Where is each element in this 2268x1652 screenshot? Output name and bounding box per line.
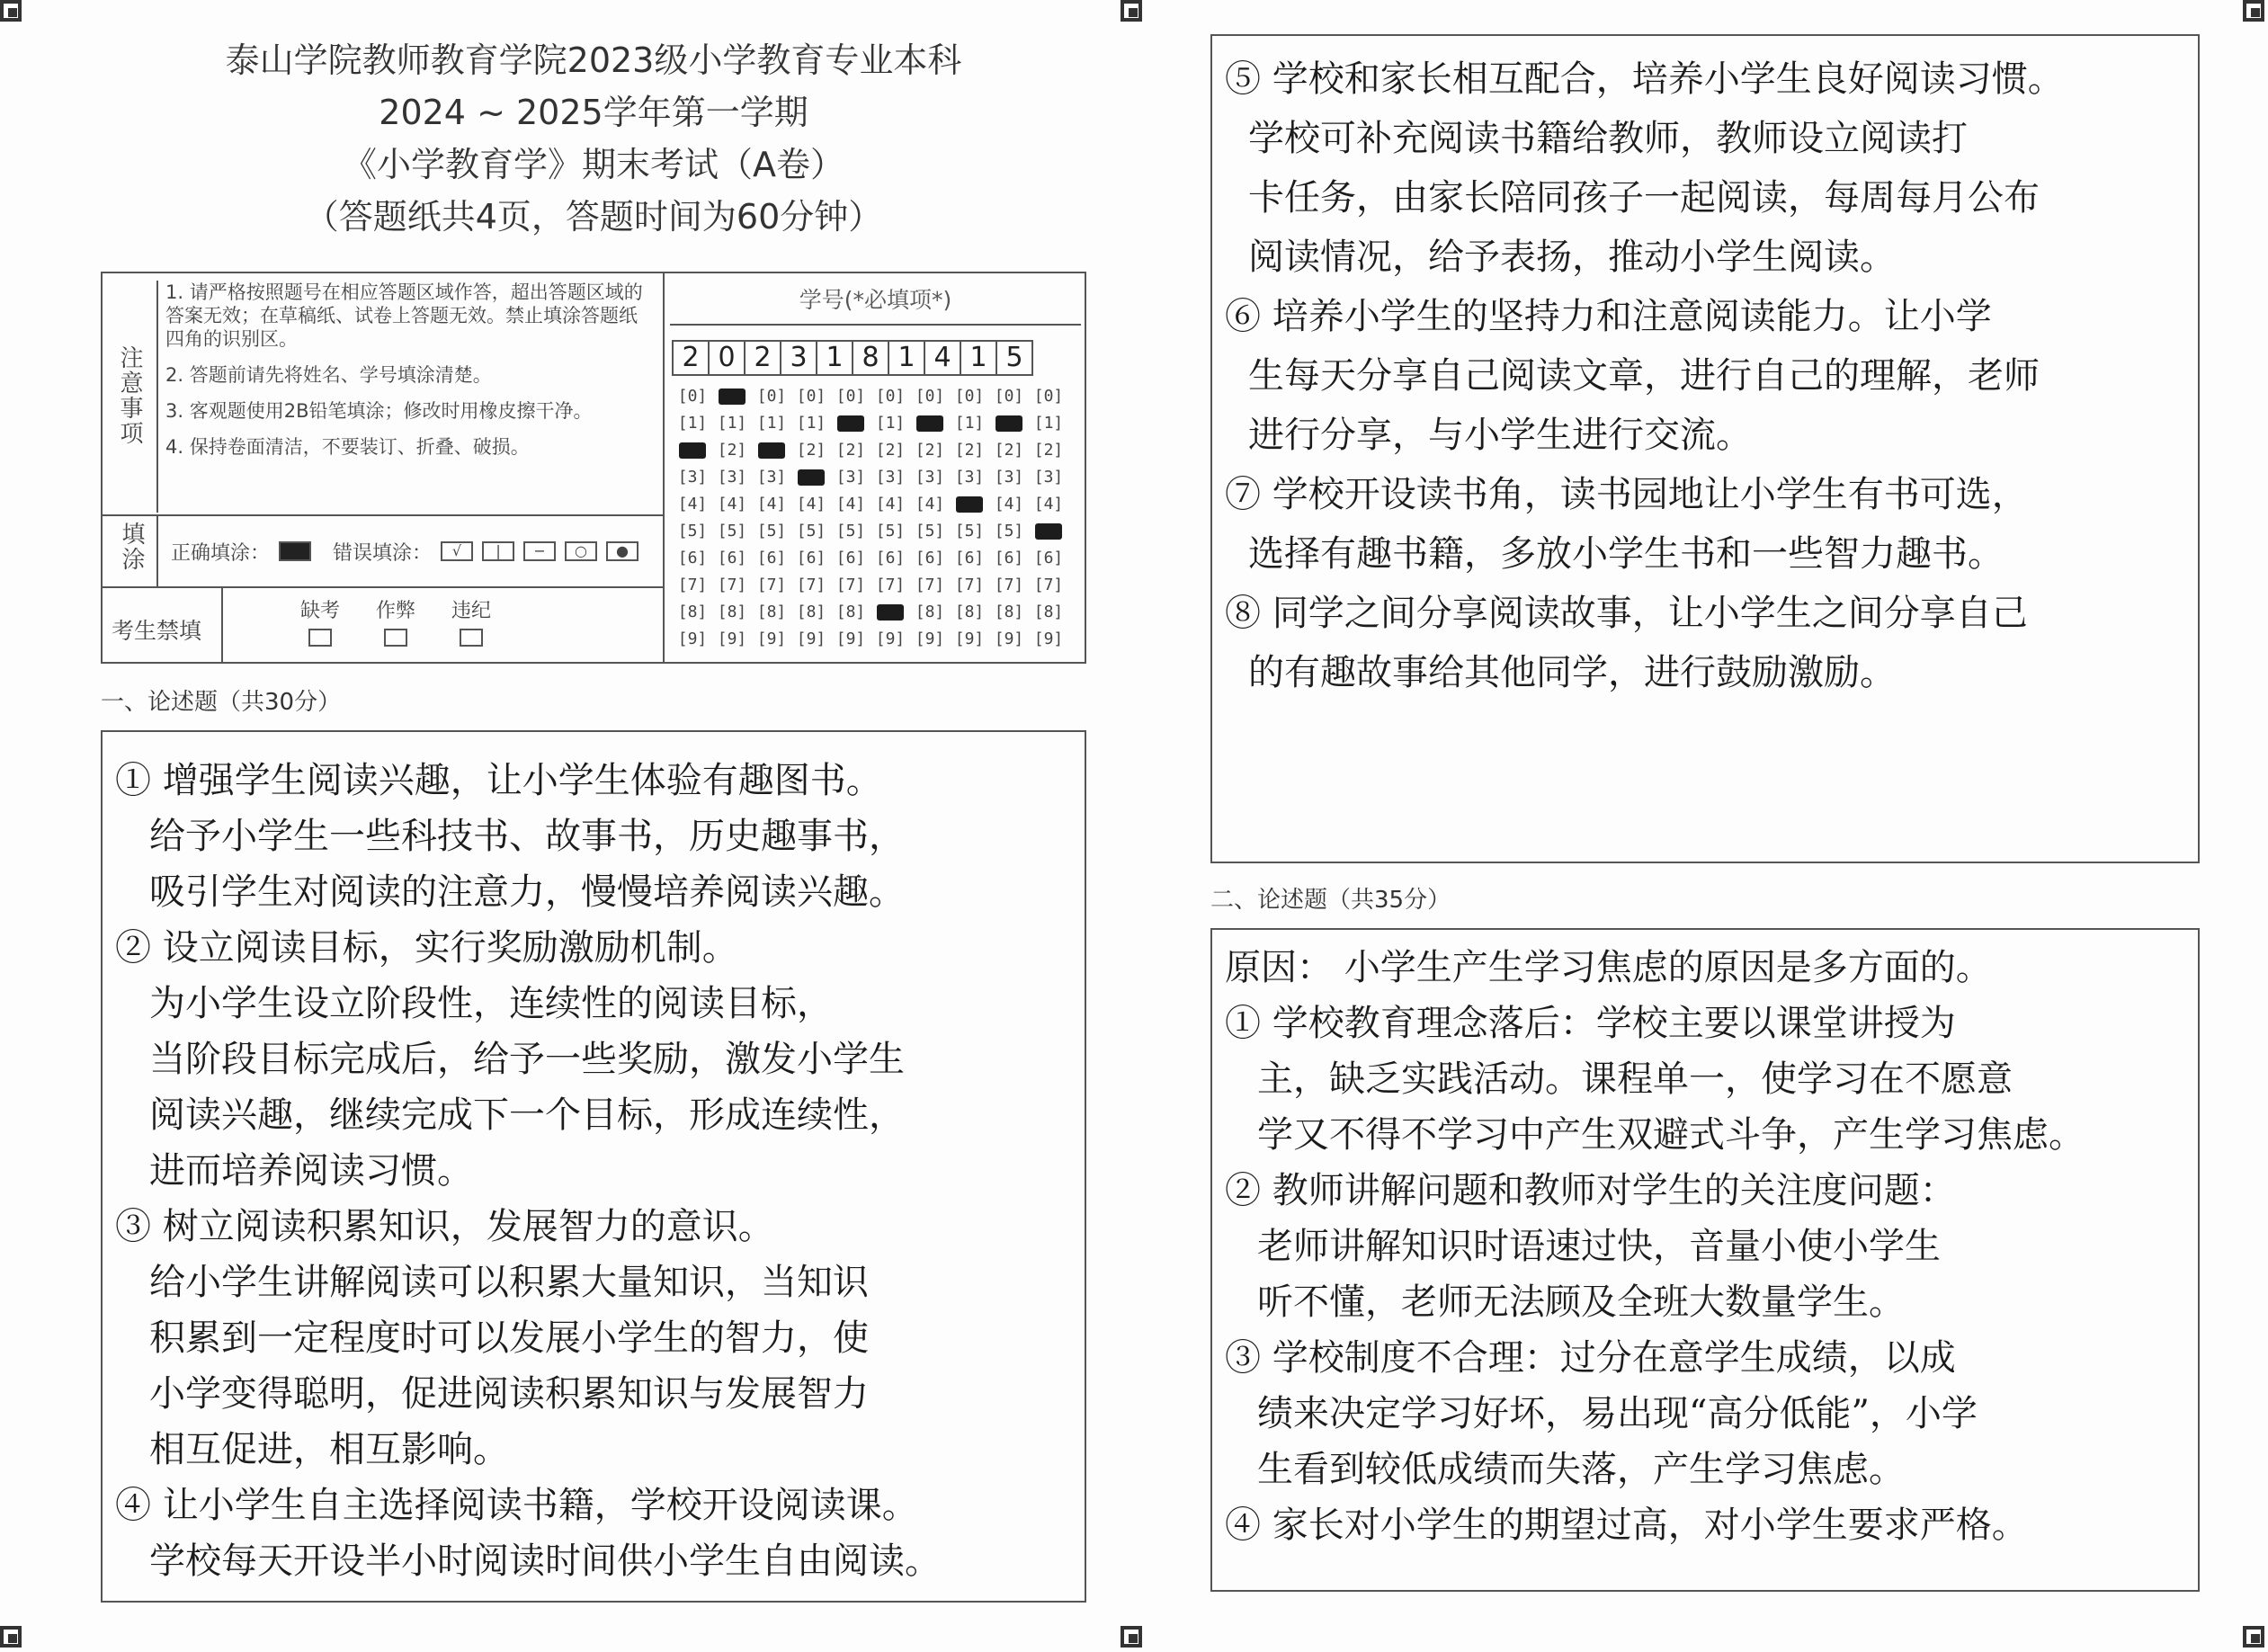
bubble[interactable]: [5]: [796, 522, 826, 540]
bubble[interactable]: [1]: [954, 414, 985, 433]
absent-label: 缺考: [300, 600, 341, 622]
handwritten-line: 阅读情况，给予表扬，推动小学生阅读。: [1248, 237, 1896, 278]
handwritten-line: ③ 树立阅读积累知识，发展智力的意识。: [115, 1206, 774, 1247]
bubble[interactable]: [9]: [994, 630, 1024, 648]
fill-examples: [156, 516, 638, 586]
bubble[interactable]: [3]: [1033, 468, 1064, 487]
filled-bubble[interactable]: [674, 437, 711, 464]
bubble[interactable]: [4]: [717, 495, 747, 513]
bubble[interactable]: [8]: [796, 603, 826, 621]
filled-bubble[interactable]: [951, 491, 988, 518]
bubble[interactable]: [6]: [915, 549, 945, 567]
cheating-checkbox[interactable]: [384, 629, 407, 647]
bubble[interactable]: [6]: [954, 549, 985, 567]
bubble[interactable]: [2]: [994, 441, 1024, 460]
bubble[interactable]: [4]: [1033, 495, 1064, 513]
bubble[interactable]: [2]: [875, 441, 906, 460]
bubble[interactable]: [3]: [875, 468, 906, 487]
info-table: [101, 272, 1086, 664]
bubble[interactable]: [7]: [835, 576, 866, 594]
cheating-label: 作弊: [376, 600, 416, 622]
bubble[interactable]: [9]: [915, 630, 945, 648]
wrong-fill-sample: ○: [565, 541, 597, 561]
divider: [221, 588, 223, 664]
handwritten-line: 学又不得不学习中产生双避式斗争，产生学习焦虑。: [1257, 1114, 2085, 1156]
section-2-answer-area: [1210, 928, 2200, 1592]
violation-option: [451, 595, 491, 647]
bubble[interactable]: [7]: [954, 576, 985, 594]
bubble[interactable]: [1]: [875, 414, 906, 433]
bubble[interactable]: [7]: [915, 576, 945, 594]
handwritten-line: ② 设立阅读目标，实行奖励激励机制。: [115, 927, 738, 969]
bubble-column: [713, 383, 751, 653]
bubble[interactable]: [4]: [756, 495, 787, 513]
student-id-digit: 4: [924, 340, 961, 376]
student-id-digit: 2: [672, 340, 710, 376]
bubble[interactable]: [5]: [915, 522, 945, 540]
header-line-1: 泰山学院教师教育学院2023级小学教育专业本科: [225, 40, 962, 80]
student-id-digit: 8: [852, 340, 889, 376]
violation-checkbox[interactable]: [460, 629, 483, 647]
bubble[interactable]: [9]: [1033, 630, 1064, 648]
bubble[interactable]: [0]: [835, 387, 866, 406]
bubble[interactable]: [4]: [796, 495, 826, 513]
bubble[interactable]: [3]: [835, 468, 866, 487]
handwritten-line: ⑧ 同学之间分享阅读故事，让小学生之间分享自己: [1225, 593, 2028, 634]
bubble[interactable]: [3]: [677, 468, 708, 487]
bubble[interactable]: [7]: [875, 576, 906, 594]
student-id-digit: 3: [780, 340, 817, 376]
handwritten-line: 吸引学生对阅读的注意力，慢慢培养阅读兴趣。: [149, 871, 905, 913]
handwritten-line: 进而培养阅读习惯。: [149, 1150, 473, 1192]
bubble[interactable]: [4]: [677, 495, 708, 513]
bubble[interactable]: [6]: [994, 549, 1024, 567]
bubble[interactable]: [0]: [677, 387, 708, 406]
bubble[interactable]: [0]: [954, 387, 985, 406]
handwritten-line: 绩来决定学习好坏，易出现“高分低能”，小学: [1257, 1393, 1978, 1434]
handwritten-line: ① 学校教育理念落后：学校主要以课堂讲授为: [1225, 1003, 1956, 1044]
absent-option: [300, 595, 340, 647]
bubble[interactable]: [1]: [796, 414, 826, 433]
bubble-column: [871, 383, 909, 653]
bubble[interactable]: [9]: [756, 630, 787, 648]
bubble[interactable]: [6]: [717, 549, 747, 567]
bubble[interactable]: [8]: [677, 603, 708, 621]
bubble[interactable]: [1]: [717, 414, 747, 433]
wrong-fill-sample: ●: [606, 541, 638, 561]
handwritten-line: ④ 让小学生自主选择阅读书籍，学校开设阅读课。: [115, 1485, 918, 1526]
filled-bubble[interactable]: [871, 599, 909, 626]
handwritten-line: 小学变得聪明，促进阅读积累知识与发展智力: [149, 1373, 869, 1415]
cheating-option: [376, 595, 415, 647]
bubble[interactable]: [6]: [1033, 549, 1064, 567]
student-id-digit: 5: [996, 340, 1033, 376]
handwritten-line: 生每天分享自己阅读文章，进行自己的理解，老师: [1248, 355, 2040, 397]
correct-fill-label: 正确填涂：: [171, 541, 271, 565]
bubble[interactable]: [1]: [677, 414, 708, 433]
handwritten-line: 生看到较低成绩而失落，产生学习焦虑。: [1257, 1449, 1905, 1490]
answer-sheet-page-right: [1142, 0, 2268, 1652]
bubble[interactable]: [0]: [915, 387, 945, 406]
wrong-fill-label: 错误填涂：: [333, 541, 433, 565]
bubble[interactable]: [2]: [796, 441, 826, 460]
handwritten-line: ① 增强学生阅读兴趣，让小学生体验有趣图书。: [115, 760, 882, 801]
bubble[interactable]: [2]: [954, 441, 985, 460]
absent-checkbox[interactable]: [308, 629, 332, 647]
handwritten-line: 为小学生设立阶段性，连续性的阅读目标，: [149, 983, 833, 1024]
bubble[interactable]: [6]: [677, 549, 708, 567]
handwritten-line: 原因： 小学生产生学习焦虑的原因是多方面的。: [1225, 947, 1992, 988]
bubble[interactable]: [2]: [717, 441, 747, 460]
bubble-column: [832, 383, 870, 653]
fill-label: 填涂: [118, 522, 145, 572]
notice-item: 4. 保持卷面清洁，不要装订、折叠、破损。: [165, 436, 530, 458]
bubble[interactable]: [7]: [717, 576, 747, 594]
bubble[interactable]: [8]: [756, 603, 787, 621]
handwritten-line: 给小学生讲解阅读可以积累大量知识，当知识: [149, 1262, 869, 1303]
student-id-digits: [674, 340, 1033, 376]
student-id-digit: 2: [744, 340, 781, 376]
fill-example-cell: [103, 516, 665, 588]
header-line-4: （答题纸共4页，答题时间为60分钟）: [304, 197, 883, 237]
bubble[interactable]: [8]: [915, 603, 945, 621]
bubble[interactable]: [7]: [796, 576, 826, 594]
section-1-title: 一、论述题（共30分）: [101, 689, 342, 716]
bubble-column: [951, 383, 988, 653]
filled-bubble[interactable]: [911, 410, 949, 437]
bubble-column: [792, 383, 830, 653]
student-id-digit: 1: [816, 340, 853, 376]
bubble[interactable]: [5]: [717, 522, 747, 540]
bubble[interactable]: [9]: [835, 630, 866, 648]
bubble-column: [674, 383, 711, 653]
handwritten-line: 积累到一定程度时可以发展小学生的智力，使: [149, 1317, 869, 1359]
bubble[interactable]: [5]: [994, 522, 1024, 540]
bubble[interactable]: [7]: [756, 576, 787, 594]
bubble[interactable]: [2]: [1033, 441, 1064, 460]
bubble[interactable]: [8]: [1033, 603, 1064, 621]
handwritten-line: 相互促进，相互影响。: [149, 1429, 509, 1470]
bubble[interactable]: [5]: [954, 522, 985, 540]
divider: [670, 324, 1081, 326]
bubble[interactable]: [0]: [994, 387, 1024, 406]
handwritten-line: 学校可补充阅读书籍给教师，教师设立阅读打: [1248, 118, 1968, 159]
violation-label: 违纪: [451, 600, 492, 622]
answer-sheet-page-left: [0, 0, 1106, 1652]
corner-marker-top-center: [1121, 0, 1142, 22]
bubble[interactable]: [2]: [915, 441, 945, 460]
bubble[interactable]: [5]: [835, 522, 866, 540]
section-1-answer-area-continued: [1210, 34, 2200, 863]
bubble[interactable]: [0]: [796, 387, 826, 406]
handwritten-line: 阅读兴趣，继续完成下一个目标，形成连续性，: [149, 1094, 905, 1136]
handwritten-line: ③ 学校制度不合理：过分在意学生成绩，以成: [1225, 1337, 1956, 1379]
bubble-column: [753, 383, 790, 653]
bubble[interactable]: [3]: [756, 468, 787, 487]
bubble[interactable]: [4]: [994, 495, 1024, 513]
handwritten-line: 卡任务，由家长陪同孩子一起阅读，每周每月公布: [1248, 177, 2040, 219]
handwritten-line: 当阶段目标完成后，给予一些奖励，激发小学生: [149, 1039, 905, 1080]
bubble[interactable]: [5]: [756, 522, 787, 540]
filled-bubble[interactable]: [832, 410, 870, 437]
bubble[interactable]: [3]: [994, 468, 1024, 487]
notice-item: 1. 请严格按照题号在相应答题区域作答，超出答题区域的答案无效；在草稿纸、试卷上答题无效。禁止填涂答题纸四角的识别区。: [165, 281, 643, 350]
bubble[interactable]: [1]: [756, 414, 787, 433]
student-id-digit: 1: [888, 340, 925, 376]
handwritten-line: 老师讲解知识时语速过快，音量小使小学生: [1257, 1226, 1941, 1267]
bubble[interactable]: [3]: [717, 468, 747, 487]
bubble[interactable]: [5]: [875, 522, 906, 540]
wrong-fill-sample: √: [441, 541, 473, 561]
correct-fill-sample: [279, 541, 311, 561]
handwritten-line: 进行分享，与小学生进行交流。: [1248, 415, 1752, 456]
bubble[interactable]: [8]: [717, 603, 747, 621]
handwritten-line: 学校每天开设半小时阅读时间供小学生自由阅读。: [149, 1540, 941, 1582]
bubble[interactable]: [3]: [954, 468, 985, 487]
wrong-fill-sample: |: [482, 541, 514, 561]
filled-bubble[interactable]: [792, 464, 830, 491]
forbidden-fill-label: 考生禁填: [112, 618, 202, 644]
filled-bubble[interactable]: [753, 437, 790, 464]
bubble[interactable]: [1]: [1033, 414, 1064, 433]
handwritten-line: ⑤ 学校和家长相互配合，培养小学生良好阅读习惯。: [1225, 58, 2064, 100]
bubble[interactable]: [8]: [835, 603, 866, 621]
handwritten-line: ② 教师讲解问题和教师对学生的关注度问题：: [1225, 1170, 1956, 1211]
bubble[interactable]: [0]: [1033, 387, 1064, 406]
notice-label: 注意事项: [116, 345, 143, 446]
bubble-column: [990, 383, 1028, 653]
bubble[interactable]: [3]: [915, 468, 945, 487]
student-id-digit: 0: [708, 340, 746, 376]
bubble[interactable]: [7]: [1033, 576, 1064, 594]
forbidden-fill-cell: [103, 588, 665, 664]
bubble[interactable]: [4]: [875, 495, 906, 513]
bubble[interactable]: [6]: [756, 549, 787, 567]
header-line-2: 2024 ~ 2025学年第一学期: [379, 93, 808, 132]
section-1-answer-area: [101, 730, 1086, 1603]
bubble[interactable]: [9]: [875, 630, 906, 648]
bubble[interactable]: [0]: [875, 387, 906, 406]
bubble[interactable]: [9]: [796, 630, 826, 648]
handwritten-line: 的有趣故事给其他同学，进行鼓励激励。: [1248, 652, 1896, 693]
bubble[interactable]: [0]: [756, 387, 787, 406]
handwritten-line: ⑦ 学校开设读书角，读书园地让小学生有书可选，: [1225, 474, 2028, 515]
filled-bubble[interactable]: [990, 410, 1028, 437]
handwritten-line: 给予小学生一些科技书、故事书，历史趣事书，: [149, 816, 905, 857]
bubble[interactable]: [4]: [915, 495, 945, 513]
notice-item: 3. 客观题使用2B铅笔填涂；修改时用橡皮擦干净。: [165, 400, 593, 422]
bubble[interactable]: [9]: [954, 630, 985, 648]
bubble[interactable]: [7]: [994, 576, 1024, 594]
student-id-title: 学号(*必填项*): [799, 287, 952, 313]
filled-bubble[interactable]: [713, 383, 751, 410]
corner-marker-bottom-center: [1121, 1626, 1142, 1648]
bubble[interactable]: [9]: [717, 630, 747, 648]
student-id-cell: [665, 273, 1086, 664]
bubble[interactable]: [7]: [677, 576, 708, 594]
handwritten-line: ⑥ 培养小学生的坚持力和注意阅读能力。让小学: [1225, 296, 1992, 337]
bubble[interactable]: [6]: [875, 549, 906, 567]
handwritten-line: 选择有趣书籍，多放小学生书和一些智力趣书。: [1248, 533, 2004, 575]
section-2-title: 二、论述题（共35分）: [1210, 887, 1451, 914]
bubble[interactable]: [4]: [835, 495, 866, 513]
handwritten-line: ④ 家长对小学生的期望过高，对小学生要求严格。: [1225, 1505, 2028, 1546]
bubble-column: [911, 383, 949, 653]
filled-bubble[interactable]: [1030, 518, 1067, 545]
bubble[interactable]: [2]: [835, 441, 866, 460]
bubble[interactable]: [9]: [677, 630, 708, 648]
handwritten-line: 听不懂，老师无法顾及全班大数量学生。: [1257, 1281, 1905, 1323]
wrong-fill-sample: −: [523, 541, 556, 561]
bubble[interactable]: [8]: [954, 603, 985, 621]
bubble-column: [1030, 383, 1067, 653]
header-line-3: 《小学教育学》期末考试（A卷）: [343, 145, 844, 184]
student-id-digit: 1: [960, 340, 997, 376]
notice-items: [156, 281, 656, 513]
notice-item: 2. 答题前请先将姓名、学号填涂清楚。: [165, 364, 492, 386]
bubble[interactable]: [5]: [677, 522, 708, 540]
forbidden-options: [300, 595, 491, 647]
bubble[interactable]: [8]: [994, 603, 1024, 621]
handwritten-line: 主，缺乏实践活动。课程单一，使学习在不愿意: [1257, 1058, 2013, 1100]
bubble[interactable]: [6]: [796, 549, 826, 567]
exam-header: [99, 34, 1088, 243]
notice-cell: [103, 273, 665, 516]
bubble[interactable]: [6]: [835, 549, 866, 567]
